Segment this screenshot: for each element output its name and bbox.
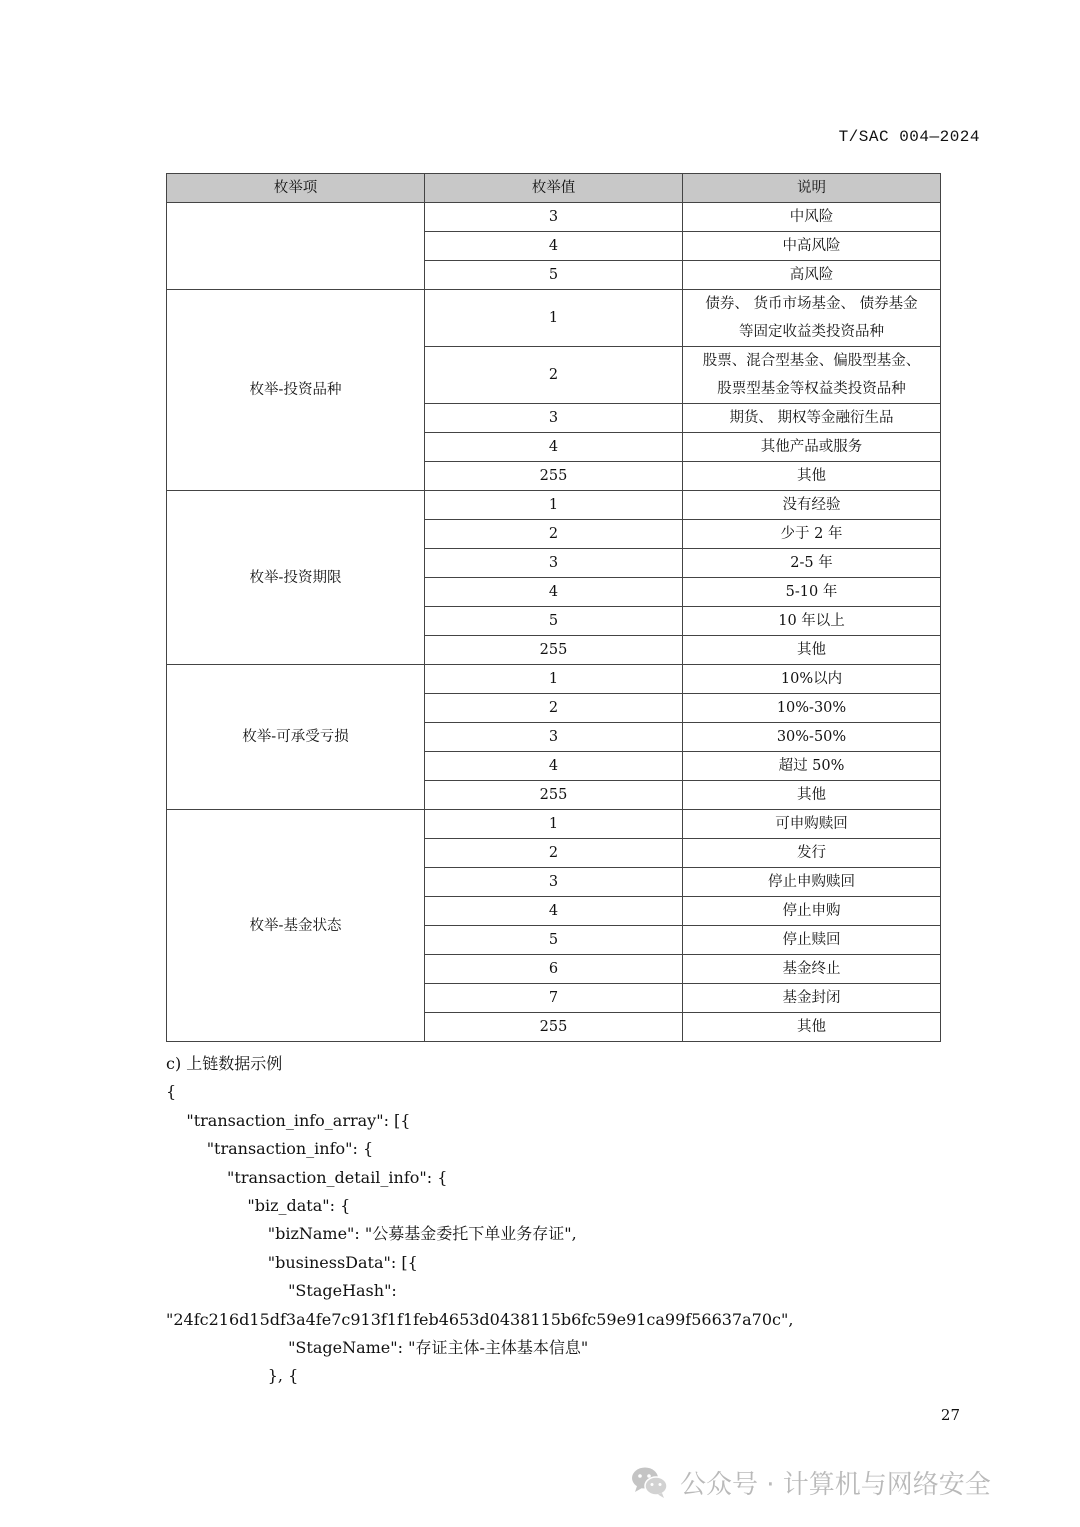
enum-description-cell: 10%以内	[683, 665, 941, 694]
enum-description-cell: 少于 2 年	[683, 520, 941, 549]
enum-value-cell: 1	[425, 491, 683, 520]
enum-description-cell: 基金终止	[683, 955, 941, 984]
enum-description-cell: 期货、 期权等金融衍生品	[683, 404, 941, 433]
table-row	[167, 203, 941, 232]
enum-value-cell: 2	[425, 839, 683, 868]
enum-value-cell: 1	[425, 810, 683, 839]
enum-value-cell: 2	[425, 520, 683, 549]
enum-value-cell: 4	[425, 433, 683, 462]
enum-description-cell: 发行	[683, 839, 941, 868]
enum-description-cell: 没有经验	[683, 491, 941, 520]
column-header: 枚举项	[167, 174, 425, 203]
enum-description-cell: 其他	[683, 462, 941, 491]
page-number: 27	[940, 1406, 960, 1424]
enum-description-cell: 10 年以上	[683, 607, 941, 636]
enum-value-cell: 2	[425, 694, 683, 723]
enum-item-cell: 枚举-投资期限	[167, 491, 425, 665]
enum-description-cell: 中风险	[683, 203, 941, 232]
enum-description-cell: 停止申购赎回	[683, 868, 941, 897]
enum-description-cell: 10%-30%	[683, 694, 941, 723]
watermark-text: 公众号 · 计算机与网络安全	[680, 1469, 991, 1500]
table-row	[167, 290, 941, 347]
code-line: "24fc216d15df3a4fe7c913f1f1feb4653d0438115b6fc59e91ca99f56637a70c",	[166, 1309, 794, 1329]
enum-item-cell	[167, 203, 425, 290]
code-line: "StageName": "存证主体-主体基本信息"	[166, 1338, 589, 1358]
code-line: "biz_data": {	[166, 1196, 351, 1216]
code-example-section	[166, 1050, 793, 1391]
enum-value-cell: 5	[425, 926, 683, 955]
enum-value-cell: 3	[425, 203, 683, 232]
enum-value-cell: 4	[425, 897, 683, 926]
enum-description-cell: 其他产品或服务	[683, 433, 941, 462]
enum-value-cell: 6	[425, 955, 683, 984]
wechat-icon	[630, 1465, 670, 1499]
enum-value-cell: 4	[425, 232, 683, 261]
code-line: "bizName": "公募基金委托下单业务存证",	[166, 1224, 577, 1244]
enum-value-cell: 3	[425, 723, 683, 752]
enum-description-cell: 5-10 年	[683, 578, 941, 607]
description-line: 债券、 货币市场基金、 债券基金	[705, 296, 918, 312]
enum-description-cell: 可申购赎回	[683, 810, 941, 839]
table-row	[167, 810, 941, 839]
enum-value-cell: 255	[425, 781, 683, 810]
enum-description-cell	[683, 290, 941, 347]
code-block	[166, 1078, 793, 1390]
enum-value-cell: 5	[425, 261, 683, 290]
enum-value-cell: 255	[425, 1013, 683, 1042]
standard-code: T/SAC 004—2024	[838, 128, 980, 146]
enum-description-cell: 超过 50%	[683, 752, 941, 781]
code-line: {	[166, 1082, 177, 1102]
code-line: "businessData": [{	[166, 1252, 418, 1272]
enum-value-cell: 3	[425, 549, 683, 578]
code-line: "transaction_info": {	[166, 1139, 374, 1159]
enum-value-cell: 7	[425, 984, 683, 1013]
enum-description-cell: 基金封闭	[683, 984, 941, 1013]
code-line: "StageHash":	[166, 1281, 397, 1301]
enum-value-cell: 5	[425, 607, 683, 636]
table-body	[167, 203, 941, 1042]
enum-description-cell: 2-5 年	[683, 549, 941, 578]
enum-value-cell: 2	[425, 347, 683, 404]
description-line: 等固定收益类投资品种	[739, 324, 884, 340]
enum-value-cell: 1	[425, 665, 683, 694]
enum-description-cell: 中高风险	[683, 232, 941, 261]
enum-description-cell: 高风险	[683, 261, 941, 290]
enum-description-cell: 其他	[683, 636, 941, 665]
column-header: 说明	[683, 174, 941, 203]
enum-description-cell: 其他	[683, 781, 941, 810]
code-line: "transaction_info_array": [{	[166, 1110, 411, 1130]
enum-item-cell: 枚举-基金状态	[167, 810, 425, 1042]
enum-value-cell: 4	[425, 578, 683, 607]
watermark	[630, 1462, 991, 1502]
enum-value-cell: 255	[425, 462, 683, 491]
enum-value-cell: 1	[425, 290, 683, 347]
table-row	[167, 665, 941, 694]
enum-table	[166, 173, 941, 1042]
enum-item-cell: 枚举-可承受亏损	[167, 665, 425, 810]
table-header-row	[167, 174, 941, 203]
enum-item-cell: 枚举-投资品种	[167, 290, 425, 491]
enum-description-cell	[683, 347, 941, 404]
column-header: 枚举值	[425, 174, 683, 203]
enum-description-cell: 停止赎回	[683, 926, 941, 955]
enum-description-cell: 30%-50%	[683, 723, 941, 752]
code-line: }, {	[166, 1366, 299, 1386]
enum-description-cell: 停止申购	[683, 897, 941, 926]
table-row	[167, 491, 941, 520]
enum-value-cell: 255	[425, 636, 683, 665]
enum-value-cell: 3	[425, 868, 683, 897]
section-heading: c) 上链数据示例	[166, 1054, 283, 1073]
description-line: 股票型基金等权益类投资品种	[717, 381, 906, 397]
enum-value-cell: 3	[425, 404, 683, 433]
enum-description-cell: 其他	[683, 1013, 941, 1042]
description-line: 股票、混合型基金、偏股型基金、	[702, 353, 921, 369]
code-line: "transaction_detail_info": {	[166, 1167, 448, 1187]
enum-value-cell: 4	[425, 752, 683, 781]
